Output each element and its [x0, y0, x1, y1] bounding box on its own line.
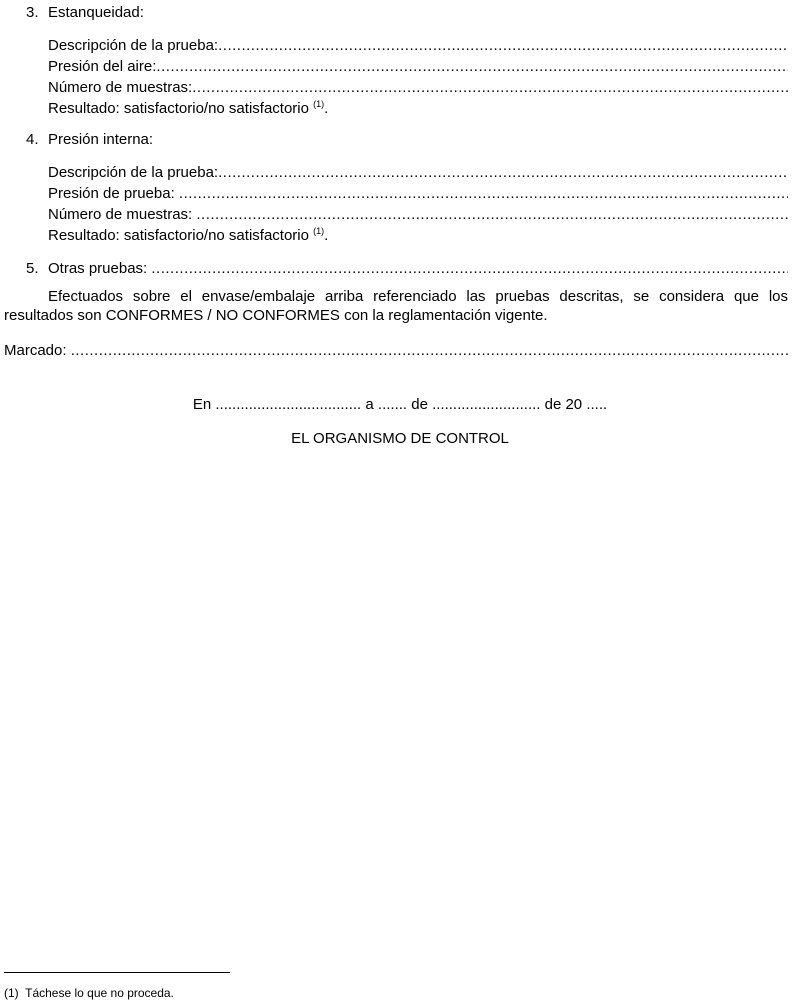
signature-label: EL ORGANISMO DE CONTROL [291, 430, 509, 447]
conclusion-paragraph: Efectuados sobre el envase/embalaje arriba referenciado las pruebas descritas, se considera que los resultados son CONFORMES / NO CONFORMES con la reglamentación vigente. [4, 288, 788, 324]
field-label: Número de muestras: [48, 79, 193, 96]
period: . [324, 227, 329, 244]
field-descripcion-prueba-3 [48, 37, 788, 55]
field-label: Otras pruebas: [48, 260, 152, 277]
date-line: En ................................... a ....... de .......................... de 20 ..... [192, 396, 608, 413]
footnote-number: (1) [4, 986, 19, 1000]
dot-leader [218, 164, 788, 182]
field-label: Marcado: [4, 342, 71, 359]
result-text: Resultado: satisfactorio/no satisfactorio [48, 227, 309, 244]
field-marcado [4, 342, 788, 360]
field-descripcion-prueba-4 [48, 164, 788, 182]
footnote-divider [4, 972, 230, 973]
footnote-text: Táchese lo que no proceda. [25, 986, 174, 1000]
section-5-number: 5. [26, 260, 39, 277]
dot-leader [156, 58, 788, 76]
footnote-ref: (1) [313, 226, 325, 236]
section-4-number: 4. [26, 131, 39, 148]
result-line-4 [48, 227, 328, 245]
footnote [4, 986, 174, 1000]
dot-leader [71, 342, 788, 360]
field-presion-prueba [48, 185, 788, 203]
footnote-ref: (1) [313, 99, 325, 109]
field-label: Descripción de la prueba: [48, 164, 219, 181]
field-label: Presión de prueba: [48, 185, 179, 202]
section-4-title: Presión interna: [48, 131, 154, 148]
field-numero-muestras-3 [48, 79, 788, 97]
result-text: Resultado: satisfactorio/no satisfactorio [48, 100, 309, 117]
field-otras-pruebas [48, 260, 788, 278]
field-label: Número de muestras: [48, 206, 197, 223]
result-line-3 [48, 100, 328, 118]
dot-leader [196, 206, 788, 224]
section-3-title: Estanqueidad: [48, 4, 144, 21]
section-3-number: 3. [26, 4, 39, 21]
dot-leader [179, 185, 788, 203]
period: . [324, 100, 329, 117]
field-numero-muestras-4 [48, 206, 788, 224]
dot-leader [151, 260, 788, 278]
field-presion-aire [48, 58, 788, 76]
dot-leader [192, 79, 788, 97]
field-label: Descripción de la prueba: [48, 37, 219, 54]
dot-leader [218, 37, 788, 55]
field-label: Presión del aire: [48, 58, 157, 75]
